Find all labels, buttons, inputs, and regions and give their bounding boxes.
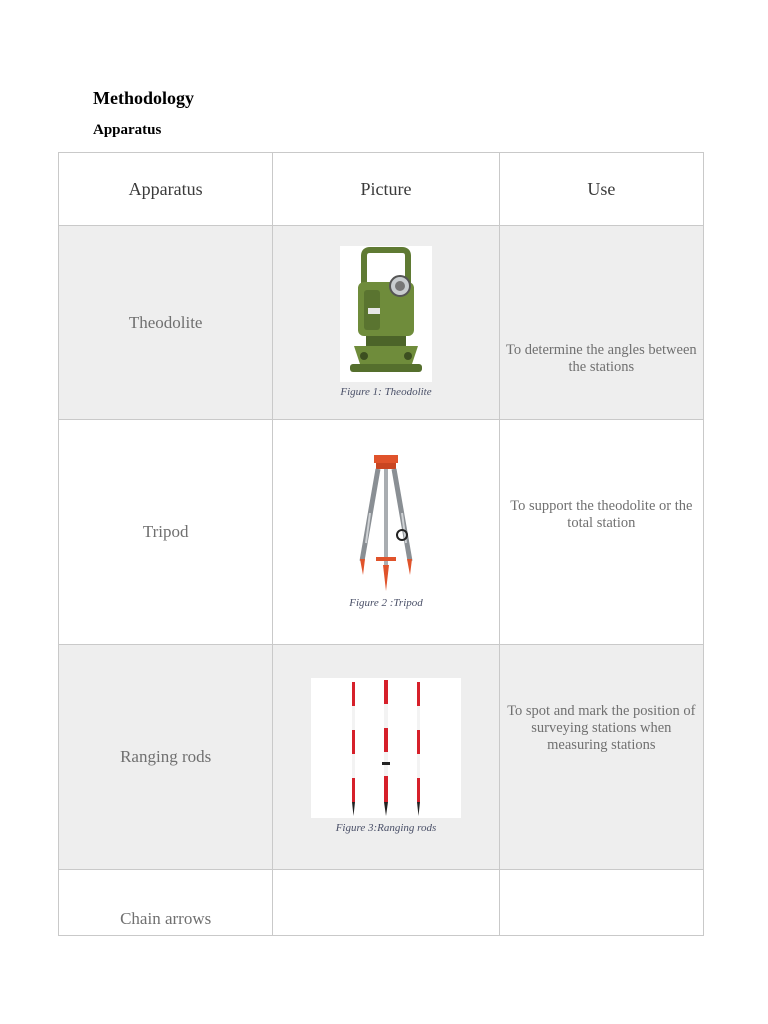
figure-caption: Figure 2 :Tripod — [349, 597, 423, 609]
section-subheading: Apparatus — [93, 122, 162, 138]
use-text: To spot and mark the position of surveying stations when measuring stations — [507, 703, 696, 753]
apparatus-name: Theodolite — [59, 226, 273, 420]
table-row — [59, 870, 704, 936]
use-text: To determine the angles between the stations — [506, 342, 697, 375]
figure — [311, 678, 461, 834]
figure — [349, 453, 423, 609]
section-heading: Methodology — [93, 88, 194, 108]
header-picture: Picture — [273, 153, 499, 226]
header-use: Use — [499, 153, 703, 226]
picture-cell — [273, 870, 499, 936]
tripod-icon — [356, 453, 416, 593]
apparatus-use — [499, 226, 703, 420]
apparatus-name: Chain arrows — [59, 870, 273, 936]
table-row — [59, 420, 704, 645]
figure-caption: Figure 3:Ranging rods — [335, 822, 437, 834]
use-text: To support the theodolite or the total station — [510, 498, 693, 531]
table-row — [59, 226, 704, 420]
apparatus-table — [58, 152, 704, 936]
picture-cell — [273, 645, 499, 870]
ranging-rods-icon — [311, 678, 461, 818]
header-apparatus: Apparatus — [59, 153, 273, 226]
table-row — [59, 645, 704, 870]
apparatus-name: Ranging rods — [59, 645, 273, 870]
figure — [340, 246, 432, 398]
picture-cell — [273, 226, 499, 420]
picture-cell — [273, 420, 499, 645]
apparatus-name: Tripod — [59, 420, 273, 645]
table-header-row — [59, 153, 704, 226]
apparatus-use — [499, 870, 703, 936]
figure-caption: Figure 1: Theodolite — [340, 385, 432, 398]
apparatus-use — [499, 645, 703, 870]
theodolite-icon — [340, 246, 432, 382]
apparatus-use — [499, 420, 703, 645]
